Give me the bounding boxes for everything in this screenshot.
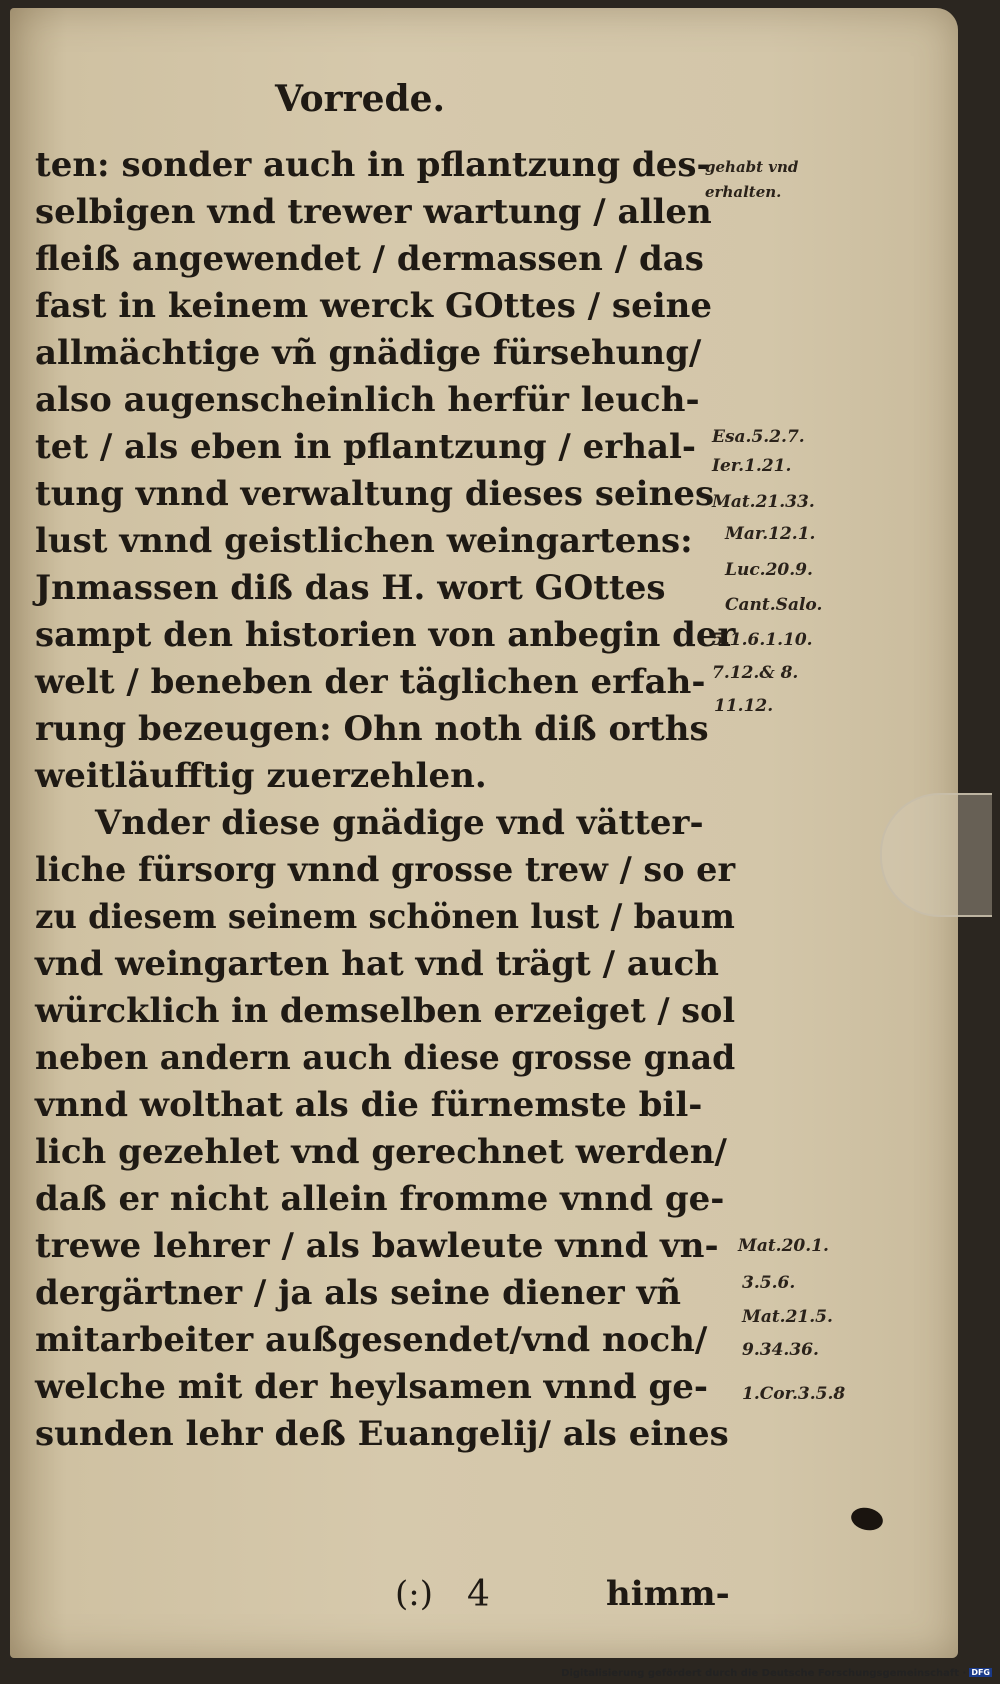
margin-note: Esa.5.2.7.	[712, 427, 805, 447]
margin-note: Mat.20.1.	[738, 1236, 829, 1256]
text-line: rung bezeugen: Ohn noth diß orths	[35, 709, 709, 749]
margin-note: gehabt vnd	[705, 158, 799, 176]
text-line: welche mit der heylsamen vnnd ge-	[35, 1367, 708, 1407]
text-line: selbigen vnd trewer wartung / allen	[35, 192, 712, 232]
margin-note: Mat.21.33.	[712, 492, 815, 512]
margin-note: 7.12.& 8.	[712, 663, 799, 683]
text-line: würcklich in demselben erzeiget / sol	[35, 991, 736, 1031]
text-line: trewe lehrer / als bawleute vnnd vn-	[35, 1226, 719, 1266]
page-clip	[880, 793, 992, 917]
signature-number: 4	[467, 1574, 490, 1615]
text-line: sunden lehr deß Euangelij/ als eines	[35, 1414, 729, 1454]
digitization-credit	[561, 1668, 992, 1679]
margin-note: Ier.1.21.	[712, 456, 792, 476]
margin-note: 5.1.6.1.10.	[712, 630, 813, 650]
credit-text: Digitalisierung gefördert durch die Deutsche Forschungsgemeinschaft ·	[561, 1668, 967, 1679]
text-line: fleiß angewendet / dermassen / das	[35, 239, 704, 279]
text-line: Jnmassen diß das H. wort GOttes	[35, 568, 666, 608]
margin-note: 3.5.6.	[742, 1273, 796, 1293]
text-line: vnnd wolthat als die fürnemste bil-	[35, 1085, 703, 1125]
text-line: tung vnnd verwaltung dieses seines	[35, 474, 715, 514]
text-line: dergärtner / ja als seine diener vñ	[35, 1273, 681, 1313]
margin-note: 11.12.	[714, 696, 774, 716]
text-line: mitarbeiter außgesendet/vnd noch/	[35, 1320, 708, 1360]
text-line: Vnder diese gnädige vnd vätter-	[95, 803, 704, 843]
text-line: weitläufftig zuerzehlen.	[35, 756, 487, 796]
text-line: ten: sonder auch in pflantzung des-	[35, 145, 711, 185]
dfg-logo: DFG	[971, 1668, 990, 1677]
text-line: liche fürsorg vnnd grosse trew / so er	[35, 850, 736, 890]
margin-note: Luc.20.9.	[725, 560, 813, 580]
catchword: himm-	[606, 1574, 730, 1614]
text-line: tet / als eben in pflantzung / erhal-	[35, 427, 697, 467]
text-line: also augenscheinlich herfür leuch-	[35, 380, 700, 420]
text-line: sampt den historien von anbegin der	[35, 615, 736, 655]
text-line: neben andern auch diese grosse gnad	[35, 1038, 736, 1078]
margin-note: Mat.21.5.	[742, 1307, 833, 1327]
text-line: lust vnnd geistlichen weingartens:	[35, 521, 693, 561]
text-line: daß er nicht allein fromme vnnd ge-	[35, 1179, 725, 1219]
text-line: allmächtige vñ gnädige fürsehung/	[35, 333, 702, 373]
margin-note: 1.Cor.3.5.8	[742, 1384, 846, 1404]
signature-mark: (:)	[395, 1574, 433, 1614]
text-line: welt / beneben der täglichen erfah-	[35, 662, 706, 702]
margin-note: erhalten.	[705, 183, 782, 201]
text-line: lich gezehlet vnd gerechnet werden/	[35, 1132, 727, 1172]
text-line: fast in keinem werck GOttes / seine	[35, 286, 712, 326]
margin-note: 9.34.36.	[742, 1340, 819, 1360]
margin-note: Mar.12.1.	[725, 524, 816, 544]
margin-note: Cant.Salo.	[725, 595, 823, 615]
text-line: vnd weingarten hat vnd trägt / auch	[35, 944, 720, 984]
text-line: zu diesem seinem schönen lust / baum	[35, 897, 735, 937]
running-head: Vorrede.	[275, 78, 446, 120]
